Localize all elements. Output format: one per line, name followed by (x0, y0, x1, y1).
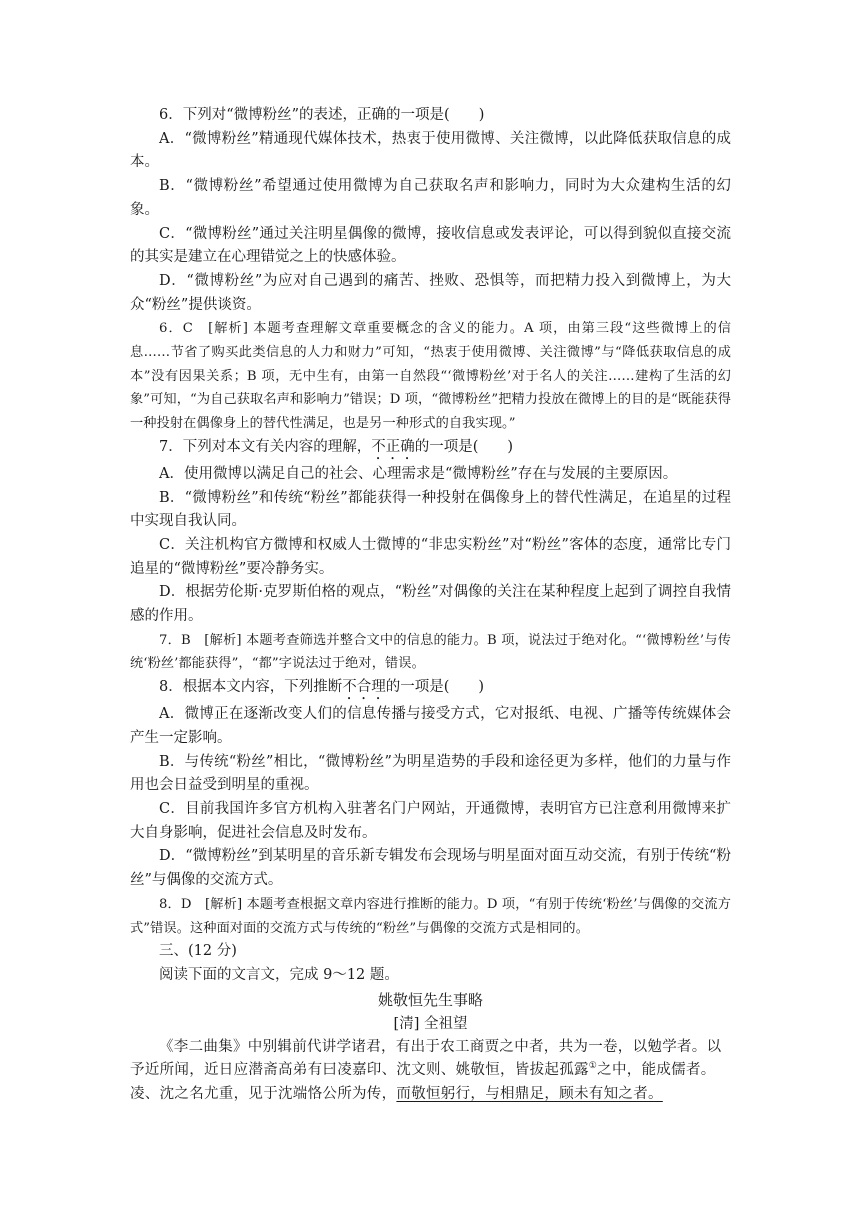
q8-option-b: B．与传统“粉丝”相比，“微博粉丝”为明星造势的手段和途径更为多样，他们的力量与作用也会日益受到明星的重视。 (130, 753, 731, 794)
q8-option-a: A．微博正在逐渐改变人们的信息传播与接受方式，它对报纸、电视、广播等传统媒体会产生一定影响。 (130, 706, 731, 746)
q8-stem-post: 的一项是( ) (385, 679, 485, 696)
q7-option-c: C．关注机构官方微博和权威人士微博的“非忠实粉丝”对“粉丝”客体的态度，通常比专门追星的“微博粉丝”要冷静务实。 (130, 536, 731, 577)
passage-text-tail: 之中，能成儒者。凌、沈之名尤重，见于沈端恪公所为传， (130, 1062, 716, 1103)
q6-option-a: A．“微博粉丝”精通现代媒体技术，热衷于使用微博、关注微博，以此降低获取信息的成本。 (130, 130, 731, 171)
q8-stem-pre: 8．根据本文内容，下列推断 (159, 679, 343, 696)
q7-option-d: D．根据劳伦斯·克罗斯伯格的观点，“粉丝”对偶像的关注在某种程度上起到了调控自我情感的作用。 (130, 584, 731, 625)
q6-stem: 6．下列对“微博粉丝”的表述，正确的一项是( ) (159, 107, 485, 123)
q8-option-d: D．“微博粉丝”到某明星的音乐新专辑发布会现场与明星面对面互动交流，有别于传统“粉丝”与偶像的交流方式。 (130, 848, 731, 889)
q8-option-c: C．目前我国许多官方机构入驻著名门户网站，开通微博，表明官方已注意利用微博来扩大自身影响，促进社会信息及时发布。 (130, 800, 731, 841)
section3-heading: 三、(12 分) (159, 943, 237, 960)
q8-stem-emphasis: 不合理 (342, 679, 386, 696)
q7-option-a: A．使用微博以满足自己的社会、心理需求是“微博粉丝”存在与发展的主要原因。 (159, 465, 678, 482)
passage-paragraph (130, 1036, 731, 1107)
q6-option-c: C．“微博粉丝”通过关注明星偶像的微博，接收信息或发表评论，可以得到貌似直接交流的其实是建立在心理错觉之上的快感体验。 (130, 225, 731, 266)
q8-stem (130, 676, 731, 703)
underlined-sentence: 而敬恒躬行，与相鼎足，顾未有知之者。 (396, 1086, 663, 1103)
footnote-marker: ① (588, 1061, 598, 1072)
q7-stem (130, 436, 731, 463)
q7-stem-pre: 7．下列对本文有关内容的理解， (159, 438, 372, 455)
q6-answer-explanation: 6．C [解析] 本题考查理解文章重要概念的含义的能力。A 项，由第三段“这些微博上的信息……节省了购买此类信息的人力和财力”可知，“热衷于使用微博、关注微博”与“降低获取信息的成本”没有因果关系；B 项，无中生有，由第一自然段“‘微博粉丝’对于名人的关注……建构了生活的幻象”可知，“为自己获取名声和影响力”错误；D 项，“微博粉丝”把精力投放在微博上的目的是“既能获得一种投射在偶像身上的替代性满足，也是另一种形式的自我实现。” (130, 321, 731, 432)
passage-title: 姚敬恒先生事略 (377, 990, 483, 1009)
section3-instruction: 阅读下面的文言文，完成 9～12 题。 (159, 966, 399, 983)
q8-answer-explanation: 8．D [解析] 本题考查根据文章内容进行推断的能力。D 项，“有别于传统‘粉丝’与偶像的交流方式”错误。这种面对面的交流方式与传统的“粉丝”与偶像的交流方式是相同的。 (130, 896, 731, 936)
passage-author: [清] 全祖望 (393, 1015, 468, 1032)
q6-option-b: B．“微博粉丝”希望通过使用微博为自己获取名声和影响力，同时为大众建构生活的幻象。 (130, 178, 731, 218)
q7-option-b: B．“微博粉丝”和传统“粉丝”都能获得一种投射在偶像身上的替代性满足，在追星的过程中实现自我认同。 (130, 489, 731, 530)
q7-stem-post: 的一项是( ) (414, 438, 514, 455)
passage-text: 《李二曲集》中别辑前代讲学诸君，有出于农工商贾之中者，共为一卷，以勉学者。以予近所闻，近日应潜斋高弟有曰凌嘉印、沈文则、姚敬恒，皆拔起孤露 (130, 1038, 722, 1079)
document-content (130, 104, 731, 1107)
q7-stem-emphasis: 不正确 (371, 438, 415, 455)
q6-option-d: D．“微博粉丝”为应对自己遇到的痛苦、挫败、恐惧等，而把精力投入到微博上，为大众“粉丝”提供谈资。 (130, 272, 731, 313)
q7-answer-explanation: 7．B [解析] 本题考查筛选并整合文中的信息的能力。B 项，说法过于绝对化。“‘微博粉丝’与传统‘粉丝’都能获得”，“都”字说法过于绝对，错误。 (130, 632, 731, 672)
